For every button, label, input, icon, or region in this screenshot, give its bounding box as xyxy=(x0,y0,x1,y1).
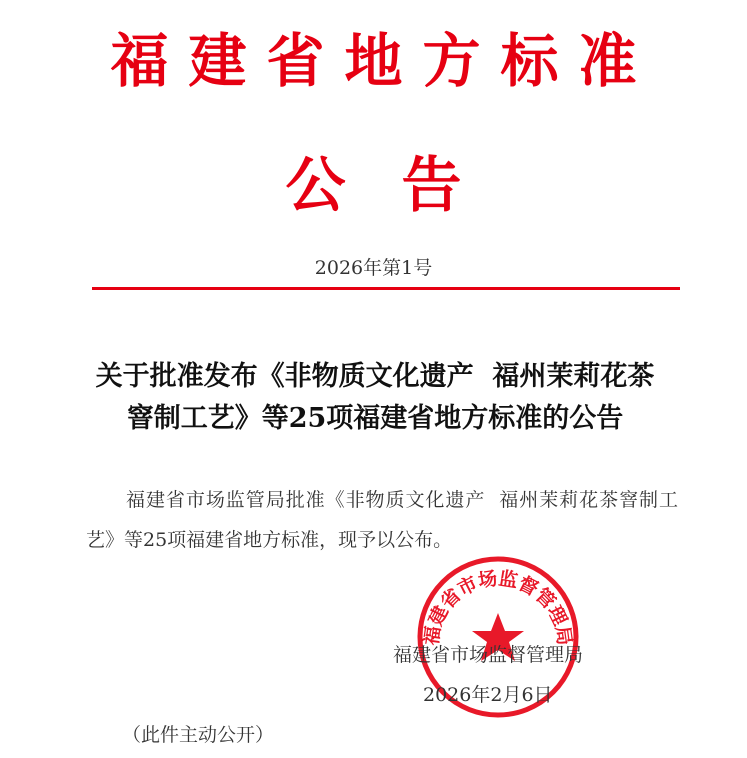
document-header-title: 福建省地方标准 xyxy=(110,27,657,95)
disclosure-note: （此件主动公开） xyxy=(122,724,275,746)
announcement-title-line-2: 窨制工艺》等25项福建省地方标准的公告 xyxy=(126,403,624,434)
announcement-title-line-1: 关于批准发布《非物质文化遗产 福州茉莉花茶 xyxy=(95,361,655,392)
announcement-title xyxy=(70,356,680,440)
document-number: 2026年第1号 xyxy=(314,257,433,279)
issue-date: 2026年2月6日 xyxy=(423,684,553,706)
announcement-body: 福建省市场监管局批准《非物质文化遗产 福州茉莉花茶窨制工艺》等25项福建省地方标准，现予以公布。 xyxy=(86,489,678,551)
svg-text:福建省市场监督管理局: 福建省市场监督管理局 xyxy=(420,567,576,647)
red-divider-line xyxy=(92,287,680,290)
issuer-name: 福建省市场监督管理局 xyxy=(393,644,584,666)
document-header-subtitle: 公告 xyxy=(285,151,518,221)
